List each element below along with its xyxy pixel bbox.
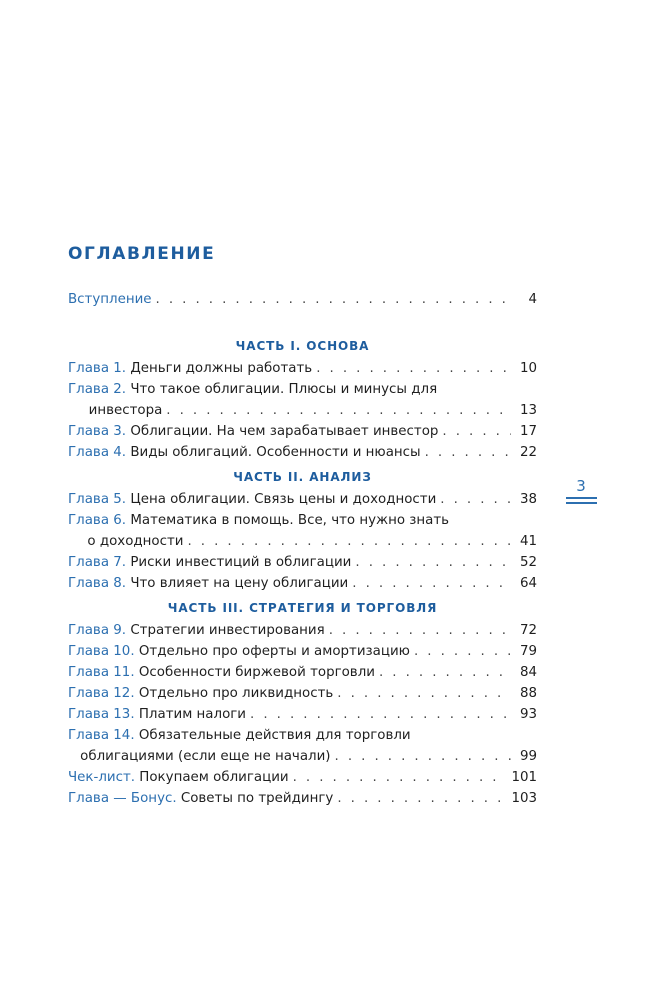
toc-entry[interactable] [68, 725, 537, 767]
chapter-title: Что влияет на цену облигации [130, 576, 349, 591]
page-number: 4 [528, 292, 537, 307]
leader-dots [187, 531, 511, 552]
page-number: 41 [519, 534, 537, 549]
chapter-label: Глава 14. [68, 728, 135, 743]
chapter-title: Облигации. На чем зарабатывает инвестор [130, 424, 439, 439]
page-number: 84 [519, 665, 537, 680]
chapter-label: Глава 8. [68, 576, 127, 591]
leader-dots [352, 573, 511, 594]
page-number: 72 [519, 623, 537, 638]
chapter-title: Платим налоги [138, 707, 247, 722]
toc-entry[interactable] [68, 573, 537, 594]
toc-entry[interactable] [68, 489, 537, 510]
toc-entry[interactable] [68, 510, 537, 552]
part-heading: ЧАСТЬ II. АНАЛИЗ [233, 470, 372, 484]
page-number: 101 [511, 770, 537, 785]
table-of-contents [68, 289, 537, 809]
chapter-title: Покупаем облигации [139, 770, 289, 785]
chapter-label: Глава 9. [68, 623, 127, 638]
toc-entry[interactable] [68, 620, 537, 641]
page-number: 93 [519, 707, 537, 722]
page-number: 88 [519, 686, 537, 701]
intro-label: Вступление [68, 292, 152, 307]
toc-entry[interactable] [68, 788, 537, 809]
chapter-title: Деньги должны работать [130, 361, 313, 376]
chapter-title: Что такое облигации. Плюсы и минусы для [130, 382, 438, 397]
leader-dots [293, 767, 508, 788]
chapter-label: Чек-лист. [68, 770, 136, 785]
chapter-label: Глава 5. [68, 492, 127, 507]
chapter-label: Глава 6. [68, 513, 127, 528]
toc-entry[interactable] [68, 379, 537, 421]
page-number: 64 [519, 576, 537, 591]
leader-dots [337, 683, 511, 704]
chapter-label: Глава 10. [68, 644, 135, 659]
part-heading: ЧАСТЬ III. СТРАТЕГИЯ И ТОРГОВЛЯ [167, 601, 438, 615]
chapter-title: Цена облигации. Связь цены и доходности [130, 492, 437, 507]
leader-dots [355, 552, 511, 573]
page-number: 13 [519, 403, 537, 418]
leader-dots [166, 400, 511, 421]
toc-entry[interactable] [68, 358, 537, 379]
toc-entry[interactable] [68, 641, 537, 662]
toc-entry[interactable] [68, 683, 537, 704]
chapter-title-continued: облигациями (если еще не начали) [80, 749, 331, 764]
leader-dots [440, 489, 511, 510]
leader-dots [379, 662, 511, 683]
leader-dots [414, 641, 511, 662]
page-number: 38 [519, 492, 537, 507]
toc-entry[interactable] [68, 767, 537, 788]
toc-entry[interactable] [68, 704, 537, 725]
leader-dots [442, 421, 511, 442]
leader-dots [316, 358, 511, 379]
chapter-label: Глава 2. [68, 382, 127, 397]
page-number-rule [566, 497, 597, 499]
toc-entry-intro[interactable] [68, 289, 537, 310]
chapter-title: Советы по трейдингу [180, 791, 334, 806]
leader-dots [335, 746, 511, 767]
page-number-marker: 3 [576, 477, 586, 495]
leader-dots [425, 442, 511, 463]
chapter-label: Глава 4. [68, 445, 127, 460]
page-number: 52 [519, 555, 537, 570]
page-number-rule [566, 502, 597, 504]
leader-dots [250, 704, 511, 725]
leader-dots [337, 788, 507, 809]
page-number: 10 [519, 361, 537, 376]
chapter-label: Глава — Бонус. [68, 791, 177, 806]
page-number: 22 [519, 445, 537, 460]
chapter-title: Стратегии инвестирования [130, 623, 325, 638]
chapter-label: Глава 12. [68, 686, 135, 701]
toc-entry[interactable] [68, 442, 537, 463]
chapter-label: Глава 3. [68, 424, 127, 439]
leader-dots [156, 289, 511, 310]
toc-entry[interactable] [68, 421, 537, 442]
chapter-title-continued: о доходности [87, 534, 184, 549]
chapter-title: Обязательные действия для торговли [138, 728, 411, 743]
chapter-label: Глава 1. [68, 361, 127, 376]
chapter-title: Отдельно про оферты и амортизацию [138, 644, 410, 659]
chapter-title: Отдельно про ликвидность [138, 686, 334, 701]
page-number: 103 [511, 791, 537, 806]
chapter-label: Глава 7. [68, 555, 127, 570]
chapter-title: Виды облигаций. Особенности и нюансы [130, 445, 421, 460]
toc-heading: ОГЛАВЛЕНИЕ [68, 244, 216, 264]
toc-entry[interactable] [68, 552, 537, 573]
chapter-label: Глава 13. [68, 707, 135, 722]
part-heading: ЧАСТЬ I. ОСНОВА [235, 339, 370, 353]
page-number: 17 [519, 424, 537, 439]
chapter-title-continued: инвестора [88, 403, 163, 418]
page-number: 79 [519, 644, 537, 659]
chapter-label: Глава 11. [68, 665, 135, 680]
chapter-title: Риски инвестиций в облигации [130, 555, 352, 570]
chapter-title: Особенности биржевой торговли [138, 665, 375, 680]
leader-dots [329, 620, 511, 641]
toc-entry[interactable] [68, 662, 537, 683]
page-number: 99 [519, 749, 537, 764]
chapter-title: Математика в помощь. Все, что нужно знать [130, 513, 450, 528]
